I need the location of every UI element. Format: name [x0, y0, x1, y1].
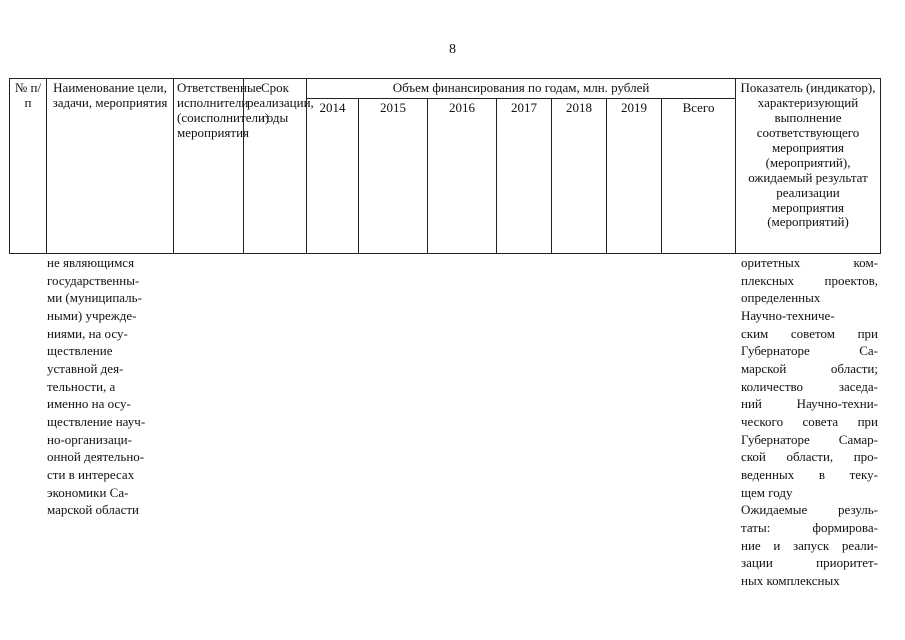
name-line: сти в интересах [47, 467, 135, 483]
indicator-line: ческого совета при [741, 414, 878, 430]
indicator-line: веденных в теку- [741, 467, 878, 483]
indicator-line: марской области; [741, 361, 878, 377]
header-year-2016: 2016 [428, 98, 497, 253]
header-number: № п/п [10, 79, 47, 254]
indicator-line: плексных проектов, [741, 272, 878, 288]
indicator-line: ние и запуск реали- [741, 537, 878, 553]
header-responsible: Ответственные исполнители (соисполнители) мероприятия [174, 79, 244, 254]
name-line: но-организаци- [47, 431, 132, 447]
header-year-2017: 2017 [497, 98, 552, 253]
name-line: онной деятельно- [47, 449, 145, 465]
name-line: именно на осу- [47, 396, 131, 412]
header-indicator: Показатель (индикатор), характеризующий выполнение соответствующего мероприятия (мероприятий), ожидаемый результат реализации мероприятия (мероприятий) [736, 79, 881, 254]
name-line: ществление науч- [47, 414, 146, 430]
indicator-line: ской области, про- [741, 449, 878, 465]
indicator-line: Научно-техниче- [741, 308, 835, 324]
name-line: ными) учрежде- [47, 308, 137, 324]
indicator-line: ским советом при [741, 325, 878, 341]
indicator-line: количество заседа- [741, 378, 878, 394]
header-year-2015: 2015 [359, 98, 428, 253]
indicator-line: Ожидаемые резуль- [741, 502, 878, 518]
name-line: уставной дея- [47, 361, 124, 377]
name-line: ществление [47, 343, 113, 359]
header-funding: Объем финансирования по годам, млн. рублей [307, 79, 736, 99]
header-year-2019: 2019 [607, 98, 662, 253]
indicator-description [741, 254, 878, 590]
indicator-line: таты: формирова- [741, 520, 878, 536]
indicator-line: Губернаторе Самар- [741, 431, 878, 447]
header-name: Наименование цели, задачи, мероприятия [47, 79, 174, 254]
header-term: Срок реализации, годы [244, 79, 307, 254]
indicator-line: определенных [741, 290, 821, 306]
name-line: государственны- [47, 272, 140, 288]
name-line: ми (муниципаль- [47, 290, 142, 306]
name-line: марской области [47, 502, 139, 518]
name-line: экономики Са- [47, 484, 129, 500]
goal-description [47, 254, 169, 519]
indicator-line: ных комплексных [741, 573, 840, 589]
name-line: не являющимся [47, 255, 135, 270]
indicator-line: Губернаторе Са- [741, 343, 878, 359]
name-line: тельности, а [47, 378, 116, 394]
header-year-2018: 2018 [552, 98, 607, 253]
name-line: ниями, на осу- [47, 325, 128, 341]
indicator-line: зации приоритет- [741, 555, 878, 571]
header-total: Всего [662, 98, 736, 253]
page-number: 8 [449, 42, 456, 57]
indicator-line: щем году [741, 484, 793, 500]
indicator-line: оритетных ком- [741, 255, 878, 270]
program-table [9, 78, 881, 254]
header-year-2014: 2014 [307, 98, 359, 253]
indicator-line: ний Научно-техни- [741, 396, 878, 412]
